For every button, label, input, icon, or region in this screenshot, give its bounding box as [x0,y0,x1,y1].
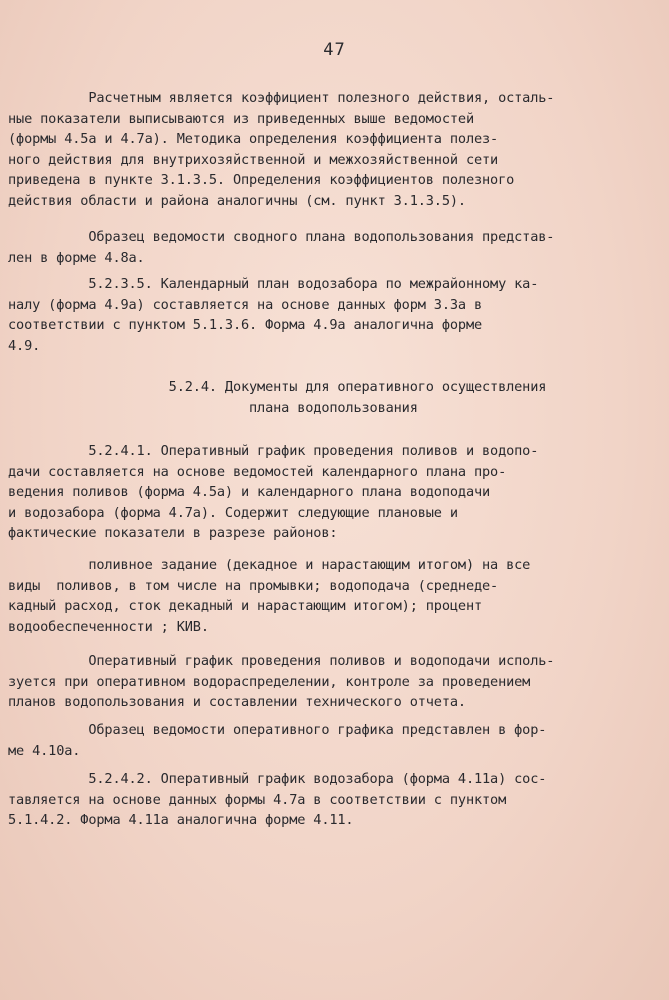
section-heading-5-2-4: 5.2.4. Документы для оперативного осуществления плана водопользования [168,379,547,416]
paragraph-section-5-2-4-2: 5.2.4.2. Оперативный график водозабора (форма 4.11а) сос- тавляется на основе данных формы 4.7а в соответствии с пунктом 5.1.4.2. Форма 4.11а аналогична форме 4.11. [8,771,547,828]
paragraph-operative-schedule-sample: Образец ведомости оперативного графика представлен в фор- ме 4.10а. [8,722,547,759]
page-number: 47 [323,40,346,60]
paragraph-efficiency-coefficient: Расчетным является коэффициент полезного действия, осталь- ные показатели выписываются из приведенных выше ведомостей (формы 4.5а и 4.7а). Методика определения коэффициента полез- ного действия для внутрихозяйственной и межхозяйственной сети приведена в пункте 3.1.3.5. Определения коэффициентов полезного действия области и района аналогичны (см. пункт 3.1.3.5). [8,90,555,209]
paragraph-section-5-2-4-1: 5.2.4.1. Оперативный график проведения поливов и водопо- дачи составляется на основе ведомостей календарного плана про- ведения поливов (форма 4.5а) и календарного плана водоподачи и водозабора (форма 4.7а). Содержит следующие плановые и фактические показатели в разрезе районов: [8,443,539,541]
paragraph-operative-schedule-usage: Оперативный график проведения поливов и водоподачи исполь- зуется при оперативном водораспределении, контроле за проведением планов водопользования и составлении технического отчета. [8,653,555,710]
paragraph-section-5-2-3-5: 5.2.3.5. Календарный план водозабора по межрайонному ка- налу (форма 4.9а) составляется на основе данных форм 3.3а в соответствии с пунктом 5.1.3.6. Форма 4.9а аналогична форме 4.9. [8,276,539,354]
paragraph-summary-plan-sample: Образец ведомости сводного плана водопользования представ- лен в форме 4.8а. [8,229,555,266]
paragraph-indicators-list: поливное задание (декадное и нарастающим итогом) на все виды поливов, в том числе на промывки; водоподача (среднеде- кадный расход, сток декадный и нарастающим итогом); процент водообеспеченности ; КИВ. [8,557,531,635]
